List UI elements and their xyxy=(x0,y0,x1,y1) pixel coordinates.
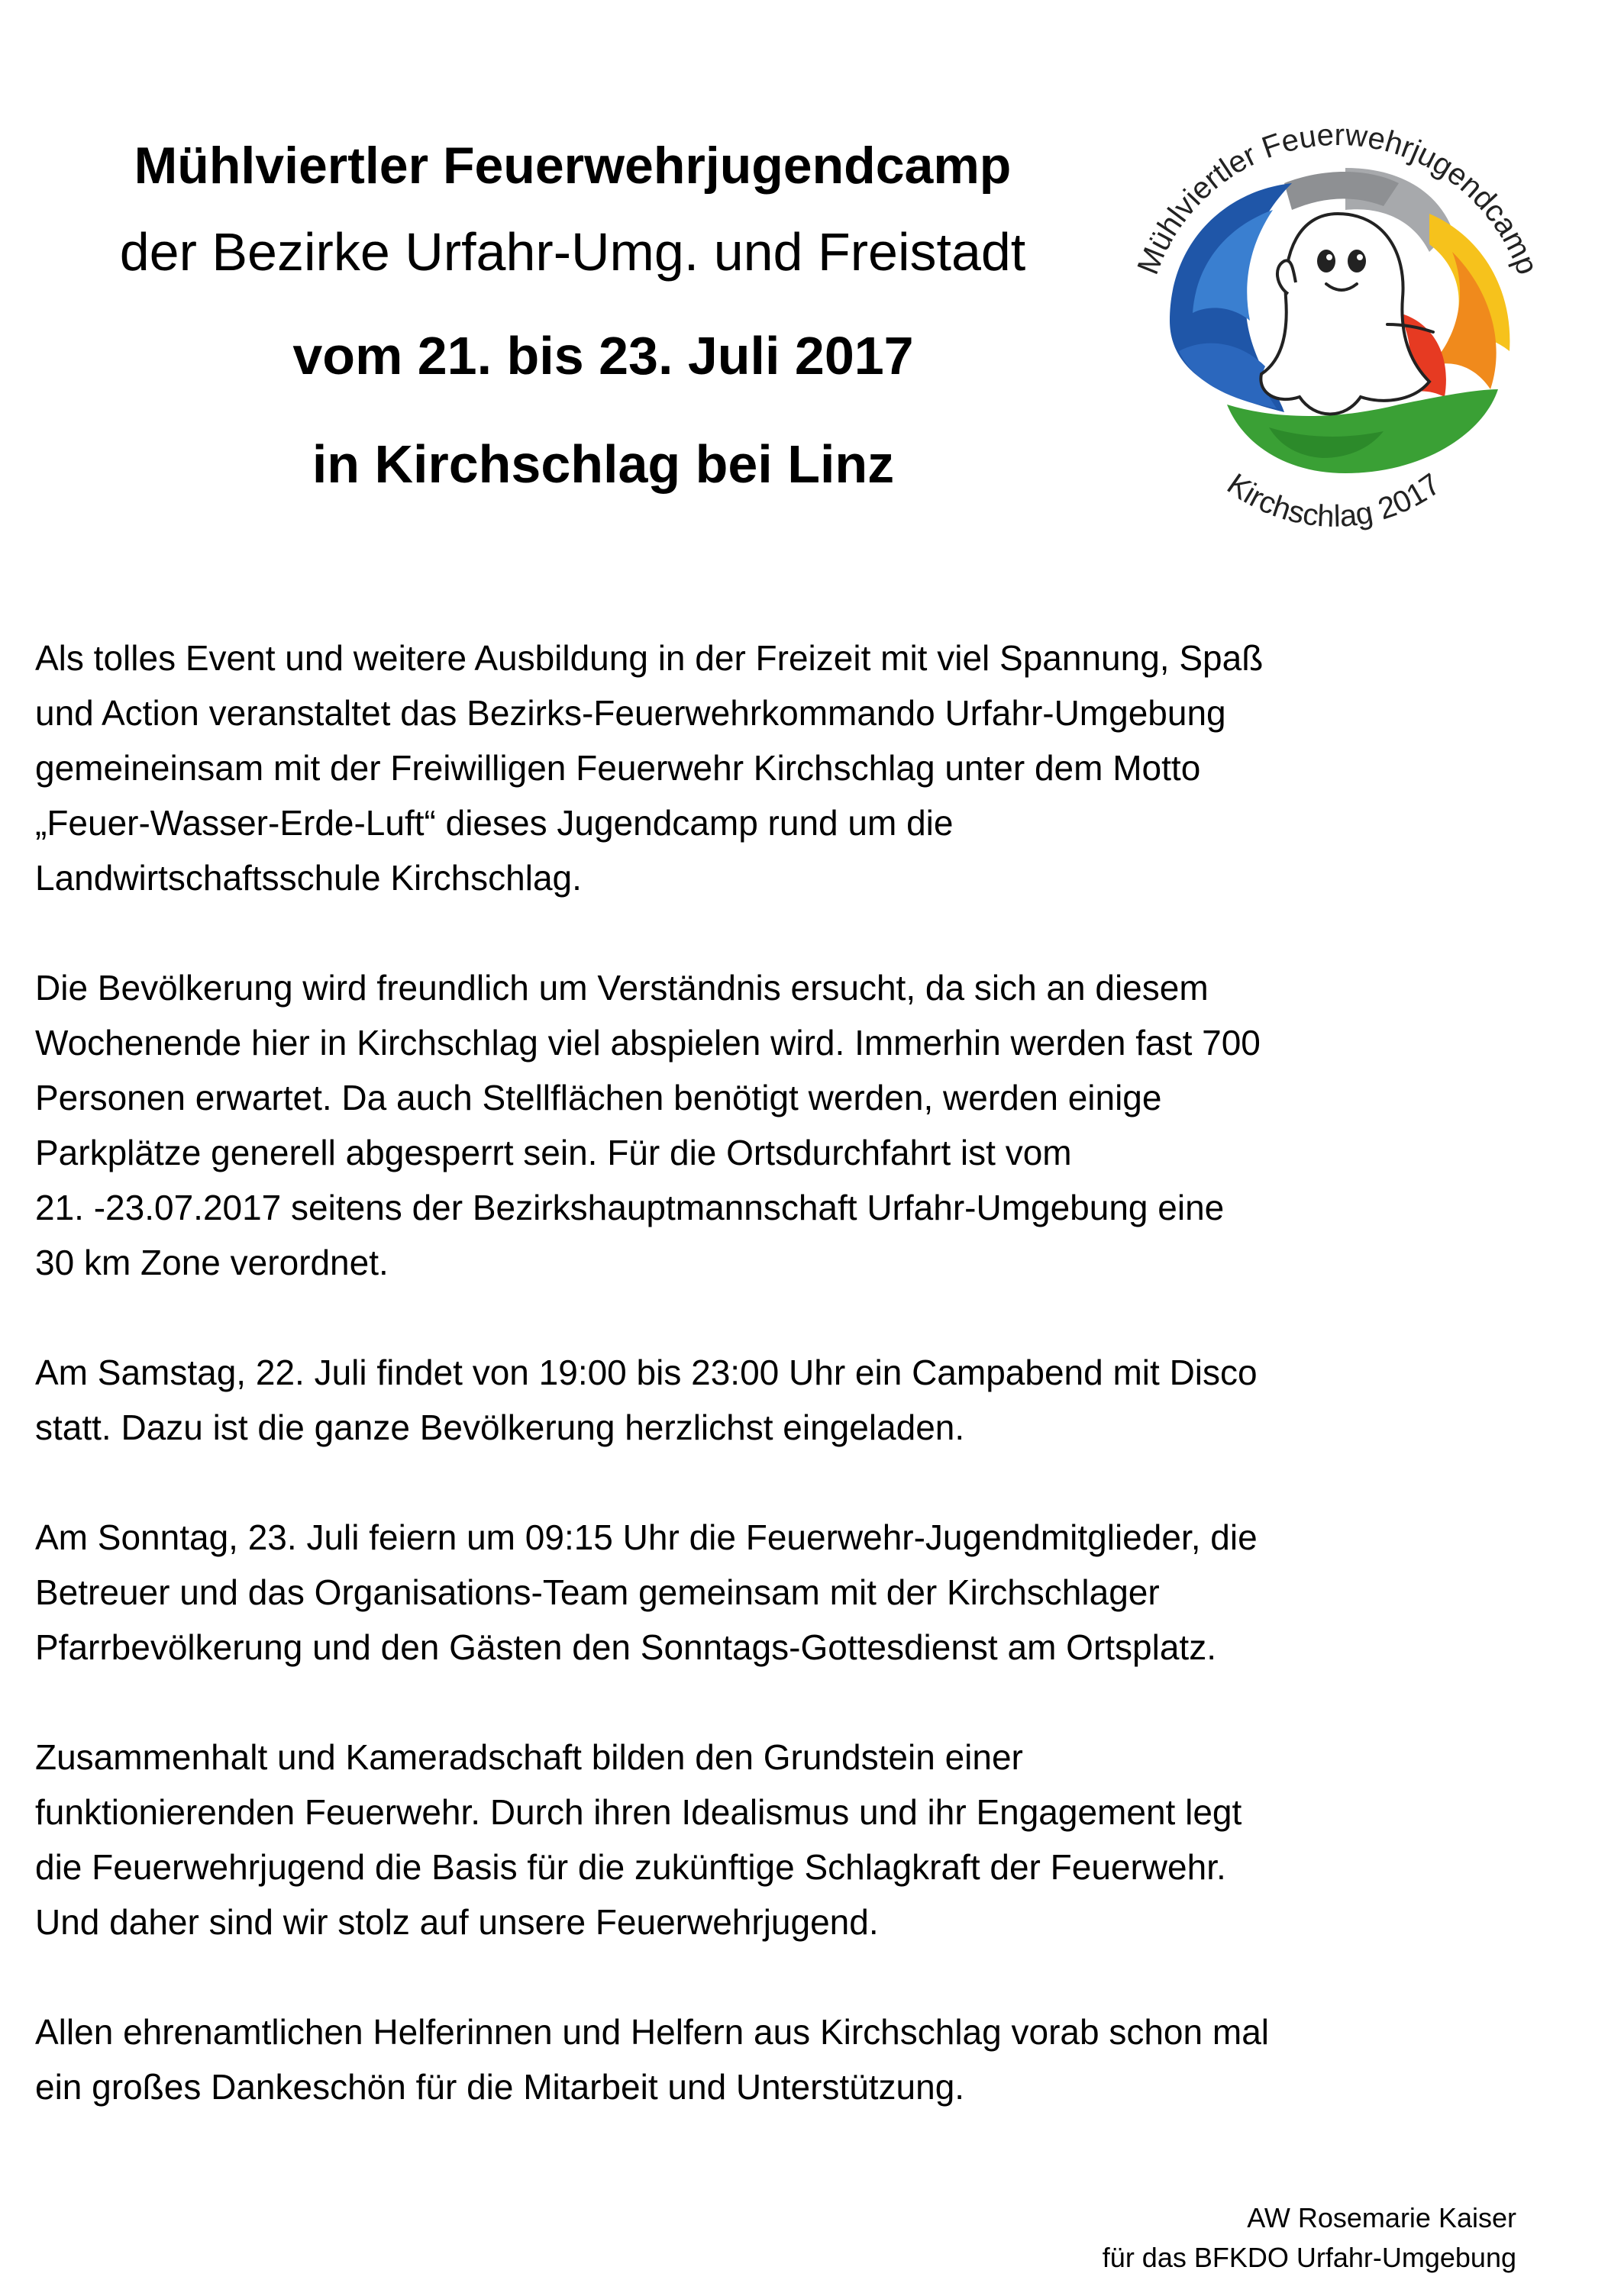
document-title: Mühlviertler Feuerwehrjugendcamp xyxy=(134,137,1012,195)
paragraph-saturday: Am Samstag, 22. Juli findet von 19:00 bis 23:00 Uhr ein Campabend mit Disco statt. Dazu ist die ganze Bevölkerung herzlichst eingeladen. xyxy=(35,1353,1258,1447)
logo-bottom-text: Kirchschlag 2017 xyxy=(1221,467,1447,534)
document-header xyxy=(31,0,1115,580)
logo-top-text: Mühlviertler Feuerwehrjugendcamp xyxy=(1131,118,1545,279)
paragraph-intro: Als tolles Event und weitere Ausbildung in der Freizeit mit viel Spannung, Spaß und Action veranstaltet das Bezirks-Feuerwehrkommando Urfahr-Umgebung gemeineinsam mit der Freiwilligen Feuerwehr Kirchschlag unter dem Motto „Feuer-Wasser-Erde-Luft“ dieses Jugendcamp rund um die Landwirtschaftsschule Kirchschlag. xyxy=(35,638,1264,898)
paragraph-sunday: Am Sonntag, 23. Juli feiern um 09:15 Uhr die Feuerwehr-Jugendmitglieder, die Betreuer und das Organisations-Team gemeinsam mit der Kirchschlager Pfarrbevölkerung und den Gästen den Sonntags-Gottesdienst am Ortsplatz. xyxy=(35,1517,1258,1667)
paragraph-traffic: Die Bevölkerung wird freundlich um Verständnis ersucht, da sich an diesem Wochenende hier in Kirchschlag viel abspielen wird. Immerhin werden fast 700 Personen erwartet. Da auch Stellflächen benötigt werden, werden einige Parkplätze generell abgesperrt sein. Für die Ortsdurchfahrt ist vom 21. -23.07.2017 seitens der Bezirkshauptmannschaft Urfahr-Umgebung eine 30 km Zone verordnet. xyxy=(35,968,1261,1282)
document-subtitle: der Bezirke Urfahr-Umg. und Freistadt xyxy=(119,222,1026,282)
event-dates: vom 21. bis 23. Juli 2017 xyxy=(292,326,914,385)
paragraph-thanks: Allen ehrenamtlichen Helferinnen und Helfern aus Kirchschlag vorab schon mal ein großes Dankeschön für die Mitarbeit und Unterstützung. xyxy=(35,2012,1269,2107)
document-body xyxy=(35,630,1532,2169)
camp-logo xyxy=(1093,61,1582,550)
signature-organization: für das BFKDO Urfahr-Umgebung xyxy=(1102,2242,1516,2273)
paragraph-teamwork: Zusammenhalt und Kameradschaft bilden den Grundstein einer funktionierenden Feuerwehr. Durch ihren Idealismus und ihr Engagement legt die Feuerwehrjugend die Basis für die zukünftige Schlagkraft der Feuerwehr. Und daher sind wir stolz auf unsere Feuerwehrjugend. xyxy=(35,1737,1242,1942)
signature-name: AW Rosemarie Kaiser xyxy=(1247,2202,1516,2233)
logo-emblem xyxy=(1170,168,1510,473)
event-location: in Kirchschlag bei Linz xyxy=(312,434,895,494)
signature-block xyxy=(1103,2198,1516,2278)
